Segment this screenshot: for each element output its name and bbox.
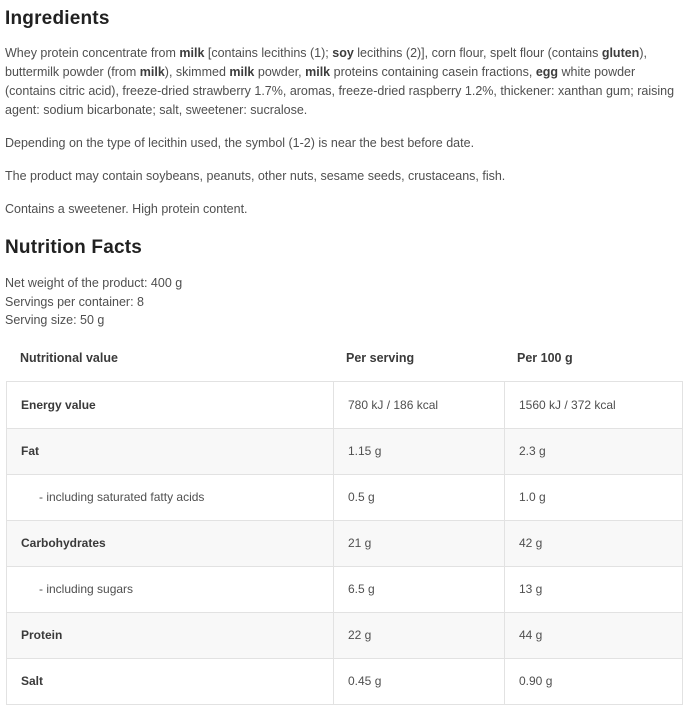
row-label: Salt xyxy=(21,674,44,688)
row-label: Fat xyxy=(21,444,39,458)
table-row-carbohydrates xyxy=(7,520,682,566)
table-row-fat xyxy=(7,428,682,474)
nutrition-table xyxy=(6,351,683,705)
per-serving-value: 0.5 g xyxy=(333,475,504,520)
table-row-sugars xyxy=(7,566,682,612)
per-100g-value: 1.0 g xyxy=(504,475,682,520)
per-serving-value: 0.45 g xyxy=(333,659,504,704)
column-header-per-100g: Per 100 g xyxy=(517,350,573,365)
ingredients-heading: Ingredients xyxy=(5,8,110,29)
per-serving-value: 1.15 g xyxy=(333,429,504,474)
table-row-saturated-fatty-acids xyxy=(7,474,682,520)
per-100g-value: 0.90 g xyxy=(504,659,682,704)
per-serving-value: 6.5 g xyxy=(333,567,504,612)
net-weight-line: Net weight of the product: 400 g xyxy=(5,276,183,290)
per-100g-value: 44 g xyxy=(504,613,682,658)
per-100g-value: 13 g xyxy=(504,567,682,612)
per-serving-value: 22 g xyxy=(333,613,504,658)
row-label: - including sugars xyxy=(39,582,134,596)
per-100g-value: 2.3 g xyxy=(504,429,682,474)
per-100g-value: 42 g xyxy=(504,521,682,566)
lecithin-note: Depending on the type of lecithin used, the symbol (1-2) is near the best before date. xyxy=(5,136,475,150)
ingredients-paragraph: Whey protein concentrate from milk [contains lecithins (1); soy lecithins (2)], corn flour, spelt flour (contains gluten), buttermilk powder (from milk), skimmed milk powder, milk proteins containing casein fractions, egg white powder (contains citric acid), freeze-dried strawberry 1.7%, aromas, freeze-dried raspberry 1.2%, thickener: xanthan gum; raising agent: sodium bicarbonate; salt, sweetener: sucralose. xyxy=(5,46,675,117)
per-100g-value: 1560 kJ / 372 kcal xyxy=(504,382,682,428)
table-row-protein xyxy=(7,612,682,658)
serving-size-line: Serving size: 50 g xyxy=(5,313,105,327)
sweetener-note: Contains a sweetener. High protein content. xyxy=(5,202,248,216)
per-serving-value: 780 kJ / 186 kcal xyxy=(333,382,504,428)
table-row-salt xyxy=(7,658,682,704)
column-header-nutritional-value: Nutritional value xyxy=(20,350,118,365)
nutrition-table-body xyxy=(6,381,683,705)
row-label: Energy value xyxy=(21,397,96,412)
serving-meta-block xyxy=(5,274,686,330)
column-header-per-serving: Per serving xyxy=(346,350,415,365)
nutrition-facts-heading: Nutrition Facts xyxy=(5,237,143,258)
table-row-energy-value xyxy=(7,382,682,428)
row-label: - including saturated fatty acids xyxy=(39,490,205,504)
row-label: Carbohydrates xyxy=(21,536,106,550)
row-label: Protein xyxy=(21,628,63,642)
servings-per-container-line: Servings per container: 8 xyxy=(5,294,144,309)
allergens-note: The product may contain soybeans, peanuts, other nuts, sesame seeds, crustaceans, fish. xyxy=(5,169,506,183)
per-serving-value: 21 g xyxy=(333,521,504,566)
nutrition-table-header xyxy=(6,351,683,365)
